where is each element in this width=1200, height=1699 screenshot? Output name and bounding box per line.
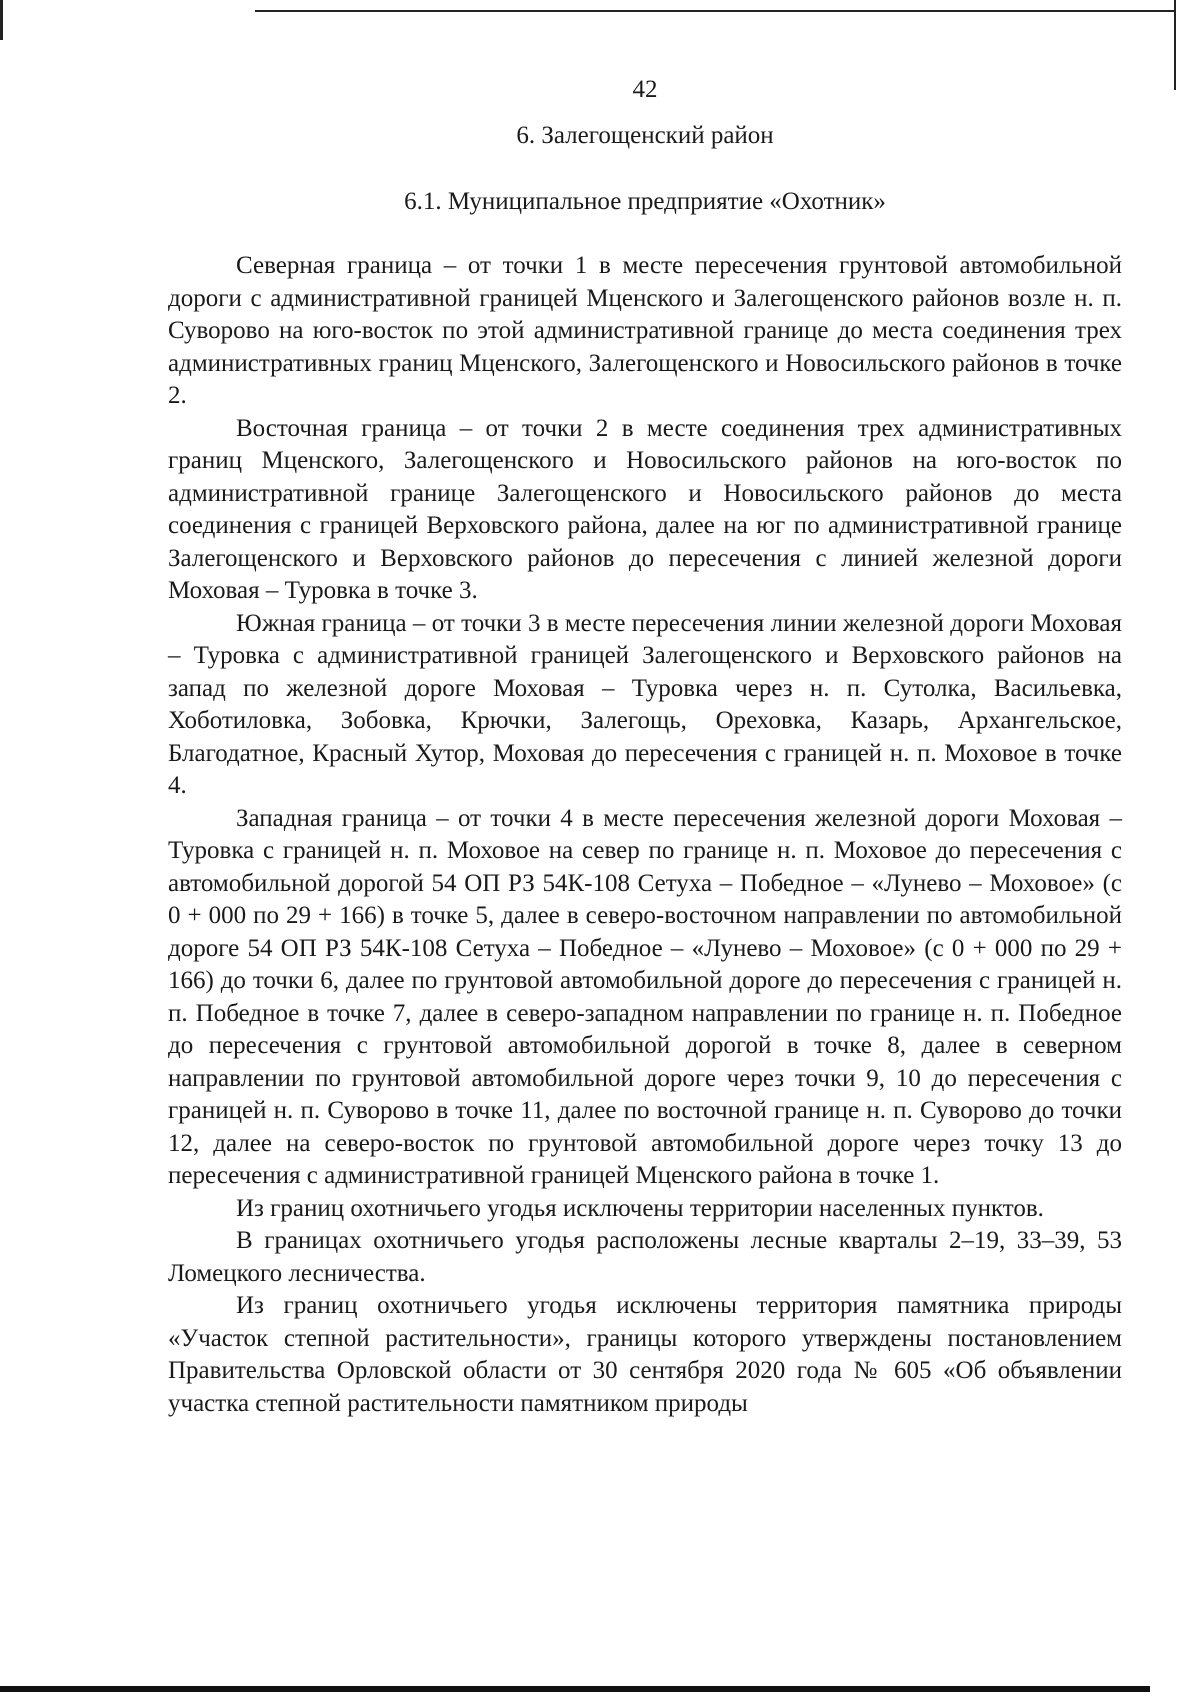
- paragraph-excluded-settlements: Из границ охотничьего угодья исключены территории населенных пунктов.: [236, 1194, 1044, 1222]
- scan-edge-mark: [0, 1686, 1150, 1692]
- scan-edge-mark: [0, 0, 3, 40]
- section-title: 6. Залегощенский район: [516, 122, 774, 149]
- paragraph-north-border: Северная граница – от точки 1 в месте пересечения грунтовой автомобильной дороги с административной границей Мценского и Залегощенского районов возле н. п. Суворово на юго-восток по этой административной границе до места соединения трех административных границ Мценского, Залегощенского и Новосильского районов в точке 2.: [168, 252, 1122, 409]
- paragraph-forest-quarters: В границах охотничьего угодья расположены лесные кварталы 2–19, 33–39, 53 Ломецкого лесничества.: [168, 1227, 1122, 1287]
- paragraph-west-border: Западная граница – от точки 4 в месте пересечения железной дороги Моховая – Туровка с границей н. п. Моховое на север по границе н. п. Моховое до пересечения с автомобильной дорогой 54 ОП РЗ 54К-108 Сетуха – Победное – «Лунево – Моховое» (с 0 + 000 по 29 + 166) в точке 5, далее в северо-восточном направлении по автомобильной дороге 54 ОП РЗ 54К-108 Сетуха – Победное – «Лунево – Моховое» (с 0 + 000 по 29 + 166) до точки 6, далее по грунтовой автомобильной дороге до пересечения с границей н. п. Победное в точке 7, далее в северо-западном направлении по границе н. п. Победное до пересечения с грунтовой автомобильной дорогой в точке 8, далее в северном направлении по грунтовой автомобильной дороге через точки 9, 10 до пересечения с границей н. п. Суворово в точке 11, далее по восточной границе н. п. Суворово до точки 12, далее на северо-восток по грунтовой автомобильной дороге через точку 13 до пересечения с административной границей Мценского района в точке 1.: [168, 804, 1122, 1189]
- page-number: 42: [632, 76, 658, 103]
- subsection-title: 6.1. Муниципальное предприятие «Охотник»: [404, 188, 886, 215]
- paragraph-nature-monument: Из границ охотничьего угодья исключены территория памятника природы «Участок степной растительности», границы которого утверждены постановлением Правительства Орловской области от 30 сентября 2020 года № 605 «Об объявлении участка степной растительности памятником природы: [168, 1292, 1122, 1417]
- body-text: [168, 250, 1122, 1420]
- paragraph-east-border: Восточная граница – от точки 2 в месте соединения трех административных границ Мценского, Залегощенского и Новосильского районов на юго-восток по административной границе Залегощенского и Новосильского районов до места соединения с границей Верховского района, далее на юг по административной границе Залегощенского и Верховского районов до пересечения с линией железной дороги Моховая – Туровка в точке 3.: [168, 414, 1122, 604]
- scan-edge-mark: [255, 10, 1175, 12]
- paragraph-south-border: Южная граница – от точки 3 в месте пересечения линии железной дороги Моховая – Туровка с административной границей Залегощенского и Верховского районов на запад по железной дороге Моховая – Туровка через н. п. Сутолка, Васильевка, Хоботиловка, Зобовка, Крючки, Залегощь, Ореховка, Казарь, Архангельское, Благодатное, Красный Хутор, Моховая до пересечения с границей н. п. Моховое в точке 4.: [168, 609, 1122, 799]
